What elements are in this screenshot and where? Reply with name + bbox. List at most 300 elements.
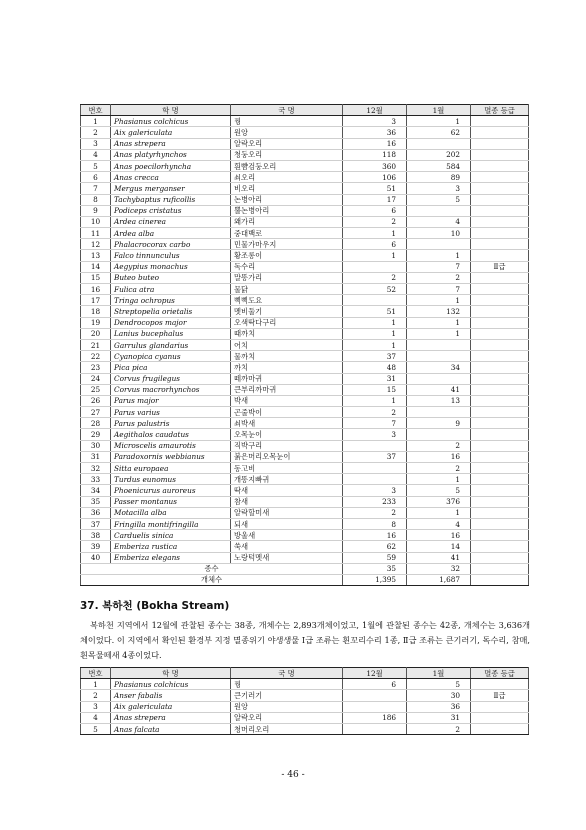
row-number: 7 bbox=[81, 183, 111, 194]
scientific-name: Garrulus glandarius bbox=[111, 339, 231, 350]
page-number: - 46 - bbox=[281, 770, 305, 780]
table-row bbox=[81, 328, 529, 339]
december-count bbox=[343, 463, 407, 474]
korean-name: 말똥가리 bbox=[231, 272, 343, 283]
scientific-name: Podiceps cristatus bbox=[111, 205, 231, 216]
january-count: 376 bbox=[407, 496, 471, 507]
header-january: 1월 bbox=[407, 105, 471, 116]
december-count: 51 bbox=[343, 183, 407, 194]
scientific-name: Tringa ochropus bbox=[111, 295, 231, 306]
scientific-name: Streptopelia orietalis bbox=[111, 306, 231, 317]
january-count: 2 bbox=[407, 440, 471, 451]
december-count: 36 bbox=[343, 127, 407, 138]
header-december: 12월 bbox=[343, 668, 407, 679]
endangered-grade bbox=[471, 429, 529, 440]
row-number: 24 bbox=[81, 373, 111, 384]
endangered-grade bbox=[471, 306, 529, 317]
header-scientific-name: 학 명 bbox=[111, 668, 231, 679]
endangered-grade bbox=[471, 507, 529, 518]
table-row bbox=[81, 518, 529, 529]
header-endangered-grade: 멸종 등급 bbox=[471, 668, 529, 679]
table-row bbox=[81, 384, 529, 395]
header-endangered-grade: 멸종 등급 bbox=[471, 105, 529, 116]
table-row bbox=[81, 149, 529, 160]
scientific-name: Phasianus colchicus bbox=[111, 679, 231, 690]
korean-name: 물까치 bbox=[231, 351, 343, 362]
korean-name: 뿔논병아리 bbox=[231, 205, 343, 216]
december-count: 3 bbox=[343, 116, 407, 127]
endangered-grade bbox=[471, 116, 529, 127]
table-row bbox=[81, 418, 529, 429]
endangered-grade bbox=[471, 205, 529, 216]
korean-name: 때까치 bbox=[231, 328, 343, 339]
scientific-name: Microscelis amaurotis bbox=[111, 440, 231, 451]
row-number: 26 bbox=[81, 395, 111, 406]
january-count bbox=[407, 138, 471, 149]
korean-name: 민물가마우지 bbox=[231, 239, 343, 250]
individual-count-january: 1,687 bbox=[407, 574, 471, 585]
january-count: 2 bbox=[407, 463, 471, 474]
korean-name: 꿩 bbox=[231, 116, 343, 127]
table-row bbox=[81, 228, 529, 239]
korean-name: 알락할미새 bbox=[231, 507, 343, 518]
january-count bbox=[407, 373, 471, 384]
scientific-name: Emberiza elegans bbox=[111, 552, 231, 563]
korean-name: 되새 bbox=[231, 518, 343, 529]
endangered-grade bbox=[471, 317, 529, 328]
korean-name: 비오리 bbox=[231, 183, 343, 194]
january-count: 10 bbox=[407, 228, 471, 239]
endangered-grade bbox=[471, 518, 529, 529]
bird-survey-table-2 bbox=[80, 667, 529, 735]
january-count: 1 bbox=[407, 328, 471, 339]
january-count bbox=[407, 239, 471, 250]
january-count: 89 bbox=[407, 172, 471, 183]
december-count: 1 bbox=[343, 328, 407, 339]
table-row bbox=[81, 116, 529, 127]
table-row bbox=[81, 239, 529, 250]
table-row bbox=[81, 463, 529, 474]
header-korean-name: 국 명 bbox=[231, 668, 343, 679]
row-number: 12 bbox=[81, 239, 111, 250]
scientific-name: Paradoxornis webbianus bbox=[111, 451, 231, 462]
header-december: 12월 bbox=[343, 105, 407, 116]
january-count: 584 bbox=[407, 160, 471, 171]
endangered-grade bbox=[471, 440, 529, 451]
scientific-name: Parus palustris bbox=[111, 418, 231, 429]
december-count: 8 bbox=[343, 518, 407, 529]
endangered-grade bbox=[471, 373, 529, 384]
scientific-name: Ardea alba bbox=[111, 228, 231, 239]
scientific-name: Fulica atra bbox=[111, 284, 231, 295]
scientific-name: Ardea cinerea bbox=[111, 216, 231, 227]
january-count: 7 bbox=[407, 261, 471, 272]
row-number: 28 bbox=[81, 418, 111, 429]
table-row bbox=[81, 194, 529, 205]
endangered-grade bbox=[471, 328, 529, 339]
january-count: 202 bbox=[407, 149, 471, 160]
endangered-grade bbox=[471, 339, 529, 350]
endangered-grade bbox=[471, 384, 529, 395]
table-row bbox=[81, 451, 529, 462]
header-number: 번호 bbox=[81, 105, 111, 116]
endangered-grade bbox=[471, 127, 529, 138]
january-count: 34 bbox=[407, 362, 471, 373]
korean-name: 큰기러기 bbox=[231, 690, 343, 701]
endangered-grade bbox=[471, 679, 529, 690]
january-count bbox=[407, 339, 471, 350]
table-row bbox=[81, 407, 529, 418]
korean-name: 참새 bbox=[231, 496, 343, 507]
table-row bbox=[81, 138, 529, 149]
row-number: 32 bbox=[81, 463, 111, 474]
scientific-name: Carduelis sinica bbox=[111, 530, 231, 541]
bird-survey-table-1 bbox=[80, 104, 529, 586]
endangered-grade: Ⅱ급 bbox=[471, 690, 529, 701]
endangered-grade bbox=[471, 701, 529, 712]
table-row bbox=[81, 712, 529, 723]
endangered-grade bbox=[471, 284, 529, 295]
endangered-grade bbox=[471, 138, 529, 149]
december-count bbox=[343, 701, 407, 712]
december-count: 2 bbox=[343, 272, 407, 283]
section-paragraph: 복하천 지역에서 12월에 관찰된 종수는 38종, 개체수는 2,893개체이었고, 1월에 관찰된 종수는 42종, 개체수는 3,636개체이었다. 이 지역에서 확인된 환경부 지정 멸종위기 야생생물 Ⅰ급 조류는 흰꼬리수리 1종, Ⅱ급 조류는 큰기러기, 독수리, 참매, 흰목물떼새 4종이었다. bbox=[80, 620, 530, 660]
table-header-row bbox=[81, 668, 529, 679]
table-row bbox=[81, 216, 529, 227]
scientific-name: Anas strepera bbox=[111, 138, 231, 149]
row-number: 10 bbox=[81, 216, 111, 227]
table-row bbox=[81, 250, 529, 261]
january-count: 16 bbox=[407, 451, 471, 462]
korean-name: 큰부리까마귀 bbox=[231, 384, 343, 395]
table-row bbox=[81, 261, 529, 272]
january-count: 36 bbox=[407, 701, 471, 712]
december-count: 31 bbox=[343, 373, 407, 384]
korean-name: 황조롱이 bbox=[231, 250, 343, 261]
table-row bbox=[81, 429, 529, 440]
scientific-name: Tachybaptus ruficollis bbox=[111, 194, 231, 205]
korean-name: 개똥지빠귀 bbox=[231, 474, 343, 485]
december-count: 37 bbox=[343, 351, 407, 362]
korean-name: 동고비 bbox=[231, 463, 343, 474]
table-row bbox=[81, 160, 529, 171]
december-count: 360 bbox=[343, 160, 407, 171]
row-number: 2 bbox=[81, 690, 111, 701]
row-number: 30 bbox=[81, 440, 111, 451]
scientific-name: Aix galericulata bbox=[111, 127, 231, 138]
january-count: 9 bbox=[407, 418, 471, 429]
december-count: 118 bbox=[343, 149, 407, 160]
endangered-grade bbox=[471, 295, 529, 306]
december-count: 37 bbox=[343, 451, 407, 462]
row-number: 22 bbox=[81, 351, 111, 362]
table-row bbox=[81, 205, 529, 216]
december-count: 106 bbox=[343, 172, 407, 183]
endangered-grade bbox=[471, 216, 529, 227]
scientific-name: Pica pica bbox=[111, 362, 231, 373]
row-number: 13 bbox=[81, 250, 111, 261]
row-number: 5 bbox=[81, 723, 111, 734]
endangered-grade bbox=[471, 194, 529, 205]
korean-name: 곤줄박이 bbox=[231, 407, 343, 418]
december-count bbox=[343, 440, 407, 451]
table-row bbox=[81, 496, 529, 507]
december-count: 15 bbox=[343, 384, 407, 395]
january-count: 1 bbox=[407, 507, 471, 518]
december-count: 1 bbox=[343, 339, 407, 350]
december-count: 62 bbox=[343, 541, 407, 552]
individual-count-december: 1,395 bbox=[343, 574, 407, 585]
table-row bbox=[81, 485, 529, 496]
january-count: 7 bbox=[407, 284, 471, 295]
endangered-grade bbox=[471, 451, 529, 462]
row-number: 19 bbox=[81, 317, 111, 328]
december-count bbox=[343, 261, 407, 272]
header-korean-name: 국 명 bbox=[231, 105, 343, 116]
species-count-row bbox=[81, 563, 529, 574]
table-row bbox=[81, 362, 529, 373]
january-count: 5 bbox=[407, 194, 471, 205]
scientific-name: Corvus macrorhynchos bbox=[111, 384, 231, 395]
endangered-grade bbox=[471, 228, 529, 239]
table-row bbox=[81, 306, 529, 317]
row-number: 31 bbox=[81, 451, 111, 462]
korean-name: 노랑턱멧새 bbox=[231, 552, 343, 563]
table-row bbox=[81, 351, 529, 362]
january-count: 2 bbox=[407, 272, 471, 283]
row-number: 1 bbox=[81, 679, 111, 690]
scientific-name: Falco tinnunculus bbox=[111, 250, 231, 261]
endangered-grade bbox=[471, 362, 529, 373]
row-number: 40 bbox=[81, 552, 111, 563]
table-header-row bbox=[81, 105, 529, 116]
scientific-name: Aegypius monachus bbox=[111, 261, 231, 272]
table-row bbox=[81, 317, 529, 328]
scientific-name: Anser fabalis bbox=[111, 690, 231, 701]
january-count: 4 bbox=[407, 518, 471, 529]
species-count-grade bbox=[471, 563, 529, 574]
table-row bbox=[81, 701, 529, 712]
korean-name: 논병아리 bbox=[231, 194, 343, 205]
row-number: 20 bbox=[81, 328, 111, 339]
table-body bbox=[81, 679, 529, 735]
endangered-grade bbox=[471, 474, 529, 485]
korean-name: 중대백로 bbox=[231, 228, 343, 239]
scientific-name: Anas platyrhynchos bbox=[111, 149, 231, 160]
scientific-name: Emberiza rustica bbox=[111, 541, 231, 552]
korean-name: 청머리오리 bbox=[231, 723, 343, 734]
korean-name: 박새 bbox=[231, 395, 343, 406]
endangered-grade bbox=[471, 485, 529, 496]
january-count: 41 bbox=[407, 552, 471, 563]
species-count-label: 종수 bbox=[81, 563, 343, 574]
january-count bbox=[407, 205, 471, 216]
december-count: 59 bbox=[343, 552, 407, 563]
row-number: 29 bbox=[81, 429, 111, 440]
row-number: 4 bbox=[81, 149, 111, 160]
row-number: 6 bbox=[81, 172, 111, 183]
endangered-grade bbox=[471, 552, 529, 563]
korean-name: 까치 bbox=[231, 362, 343, 373]
korean-name: 삑삑도요 bbox=[231, 295, 343, 306]
december-count bbox=[343, 723, 407, 734]
scientific-name: Phalacrocorax carbo bbox=[111, 239, 231, 250]
scientific-name: Parus varius bbox=[111, 407, 231, 418]
december-count: 7 bbox=[343, 418, 407, 429]
endangered-grade bbox=[471, 351, 529, 362]
korean-name: 오색딱다구리 bbox=[231, 317, 343, 328]
december-count: 1 bbox=[343, 395, 407, 406]
row-number: 37 bbox=[81, 518, 111, 529]
row-number: 9 bbox=[81, 205, 111, 216]
row-number: 5 bbox=[81, 160, 111, 171]
header-scientific-name: 학 명 bbox=[111, 105, 231, 116]
january-count: 1 bbox=[407, 295, 471, 306]
endangered-grade bbox=[471, 463, 529, 474]
scientific-name: Passer montanus bbox=[111, 496, 231, 507]
table-row bbox=[81, 284, 529, 295]
row-number: 1 bbox=[81, 116, 111, 127]
december-count: 17 bbox=[343, 194, 407, 205]
endangered-grade: Ⅱ급 bbox=[471, 261, 529, 272]
table-row bbox=[81, 541, 529, 552]
endangered-grade bbox=[471, 239, 529, 250]
december-count: 16 bbox=[343, 138, 407, 149]
december-count: 1 bbox=[343, 228, 407, 239]
korean-name: 쇠오리 bbox=[231, 172, 343, 183]
table-row bbox=[81, 690, 529, 701]
korean-name: 왜가리 bbox=[231, 216, 343, 227]
endangered-grade bbox=[471, 496, 529, 507]
table-row bbox=[81, 552, 529, 563]
table-row bbox=[81, 679, 529, 690]
endangered-grade bbox=[471, 418, 529, 429]
january-count: 16 bbox=[407, 530, 471, 541]
december-count: 52 bbox=[343, 284, 407, 295]
endangered-grade bbox=[471, 160, 529, 171]
table-row bbox=[81, 373, 529, 384]
row-number: 18 bbox=[81, 306, 111, 317]
endangered-grade bbox=[471, 172, 529, 183]
korean-name: 붉은머리오목눈이 bbox=[231, 451, 343, 462]
row-number: 14 bbox=[81, 261, 111, 272]
january-count: 1 bbox=[407, 250, 471, 261]
january-count: 5 bbox=[407, 485, 471, 496]
header-january: 1월 bbox=[407, 668, 471, 679]
scientific-name: Mergus merganser bbox=[111, 183, 231, 194]
scientific-name: Anas falcata bbox=[111, 723, 231, 734]
row-number: 3 bbox=[81, 138, 111, 149]
january-count: 14 bbox=[407, 541, 471, 552]
row-number: 15 bbox=[81, 272, 111, 283]
december-count: 6 bbox=[343, 205, 407, 216]
table-row bbox=[81, 530, 529, 541]
endangered-grade bbox=[471, 530, 529, 541]
december-count: 48 bbox=[343, 362, 407, 373]
scientific-name: Lanius bucephalus bbox=[111, 328, 231, 339]
scientific-name: Phasianus colchicus bbox=[111, 116, 231, 127]
december-count: 16 bbox=[343, 530, 407, 541]
january-count: 41 bbox=[407, 384, 471, 395]
row-number: 27 bbox=[81, 407, 111, 418]
december-count: 1 bbox=[343, 317, 407, 328]
korean-name: 멧비둘기 bbox=[231, 306, 343, 317]
korean-name: 물닭 bbox=[231, 284, 343, 295]
scientific-name: Anas strepera bbox=[111, 712, 231, 723]
table-row bbox=[81, 295, 529, 306]
table-row bbox=[81, 272, 529, 283]
table-row bbox=[81, 723, 529, 734]
korean-name: 쇠박새 bbox=[231, 418, 343, 429]
row-number: 38 bbox=[81, 530, 111, 541]
korean-name: 어치 bbox=[231, 339, 343, 350]
section-title: 37. 복하천 (Bokha Stream) bbox=[80, 600, 230, 612]
january-count: 2 bbox=[407, 723, 471, 734]
row-number: 11 bbox=[81, 228, 111, 239]
species-count-december: 35 bbox=[343, 563, 407, 574]
table-row bbox=[81, 395, 529, 406]
scientific-name: Motacilla alba bbox=[111, 507, 231, 518]
january-count: 1 bbox=[407, 474, 471, 485]
january-count: 1 bbox=[407, 116, 471, 127]
korean-name: 꿩 bbox=[231, 679, 343, 690]
january-count: 3 bbox=[407, 183, 471, 194]
december-count: 2 bbox=[343, 407, 407, 418]
scientific-name: Cyanopica cyanus bbox=[111, 351, 231, 362]
table-row bbox=[81, 183, 529, 194]
species-count-january: 32 bbox=[407, 563, 471, 574]
row-number: 17 bbox=[81, 295, 111, 306]
korean-name: 떼까마귀 bbox=[231, 373, 343, 384]
december-count: 2 bbox=[343, 507, 407, 518]
korean-name: 딱새 bbox=[231, 485, 343, 496]
january-count: 1 bbox=[407, 317, 471, 328]
header-number: 번호 bbox=[81, 668, 111, 679]
december-count: 2 bbox=[343, 216, 407, 227]
january-count: 132 bbox=[407, 306, 471, 317]
korean-name: 직박구리 bbox=[231, 440, 343, 451]
row-number: 21 bbox=[81, 339, 111, 350]
individual-count-row bbox=[81, 574, 529, 585]
row-number: 16 bbox=[81, 284, 111, 295]
scientific-name: Anas poecilorhyncha bbox=[111, 160, 231, 171]
row-number: 25 bbox=[81, 384, 111, 395]
endangered-grade bbox=[471, 395, 529, 406]
korean-name: 원앙 bbox=[231, 127, 343, 138]
scientific-name: Corvus frugilegus bbox=[111, 373, 231, 384]
december-count bbox=[343, 295, 407, 306]
endangered-grade bbox=[471, 407, 529, 418]
table-body bbox=[81, 116, 529, 564]
december-count: 186 bbox=[343, 712, 407, 723]
endangered-grade bbox=[471, 149, 529, 160]
row-number: 34 bbox=[81, 485, 111, 496]
scientific-name: Parus major bbox=[111, 395, 231, 406]
scientific-name: Aix galericulata bbox=[111, 701, 231, 712]
scientific-name: Buteo buteo bbox=[111, 272, 231, 283]
january-count: 62 bbox=[407, 127, 471, 138]
january-count bbox=[407, 407, 471, 418]
table-row bbox=[81, 440, 529, 451]
january-count bbox=[407, 351, 471, 362]
endangered-grade bbox=[471, 723, 529, 734]
table-row bbox=[81, 127, 529, 138]
korean-name: 알락오리 bbox=[231, 712, 343, 723]
table-row bbox=[81, 474, 529, 485]
january-count: 30 bbox=[407, 690, 471, 701]
row-number: 3 bbox=[81, 701, 111, 712]
row-number: 8 bbox=[81, 194, 111, 205]
